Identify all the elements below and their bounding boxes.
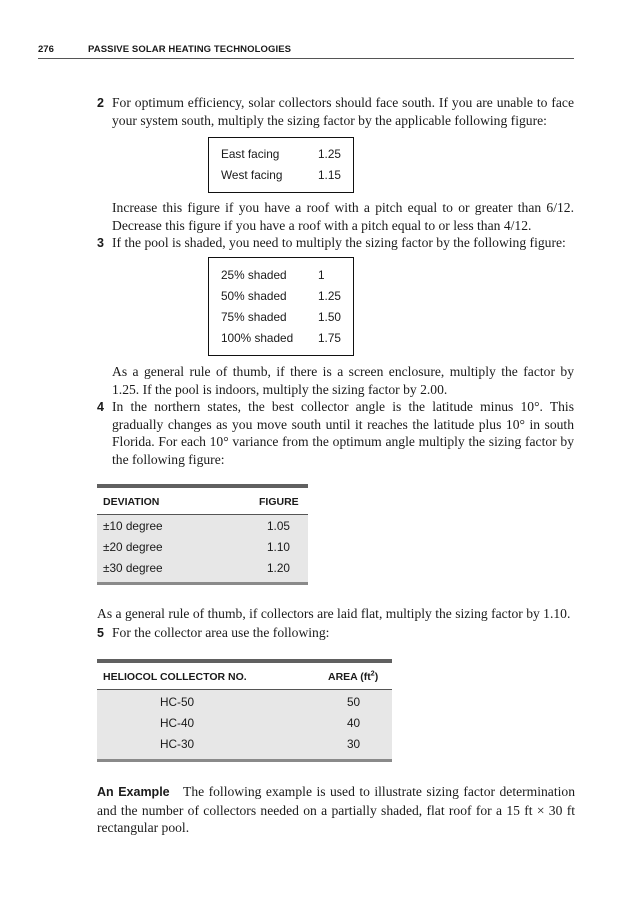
page-number: 276 xyxy=(38,44,54,55)
list-number-3: 3 xyxy=(97,236,104,250)
table-cell-value: 1.25 xyxy=(318,147,341,161)
table-header-cell-area: AREA $(ft^2)$ xyxy=(328,670,379,683)
running-title: PASSIVE SOLAR HEATING TECHNOLOGIES xyxy=(88,44,292,55)
table-cell: 50 xyxy=(347,695,361,709)
example-text: The following example is used to illustrate sizing factor determination and the number of collectors needed on a partially shaded, flat roof for a 15 ft × 30 ft rectangular pool. xyxy=(97,784,575,836)
table-cell: HC-40 xyxy=(160,716,195,730)
table-cell-value: 1.25 xyxy=(318,289,341,303)
table-bottom-rule xyxy=(97,759,392,762)
table-cell-label: 50% shaded xyxy=(221,289,287,303)
collector-table xyxy=(97,659,392,762)
table-header-cell: FIGURE xyxy=(259,496,299,508)
deviation-table xyxy=(97,484,308,585)
table-cell: 40 xyxy=(347,716,361,730)
table-header-cell: HELIOCOL COLLECTOR NO. xyxy=(103,671,247,683)
table-header-cell: DEVIATION xyxy=(103,496,160,508)
table-cell: ±30 degree xyxy=(103,561,163,575)
table-cell: HC-50 xyxy=(160,695,195,709)
table-cell: 30 xyxy=(347,737,361,751)
table-cell-value: 1.15 xyxy=(318,168,341,182)
table-cell-label: East facing xyxy=(221,147,280,161)
item3-after-text: As a general rule of thumb, if there is a screen enclosure, multiply the factor by 1.25. If the pool is indoors, multiply the sizing factor by 2.00. xyxy=(112,364,574,397)
table-header-row xyxy=(97,488,308,515)
table-cell: 1.10 xyxy=(267,540,290,554)
orientation-table xyxy=(208,137,354,193)
list-number-2: 2 xyxy=(97,96,104,110)
table-cell: ±10 degree xyxy=(103,519,163,533)
list-number-4: 4 xyxy=(97,400,104,414)
table-cell-label: 25% shaded xyxy=(221,268,287,282)
item2-text: For optimum efficiency, solar collectors should face south. If you are unable to face your system south, multiply the sizing factor by the applicable following figure: xyxy=(112,95,574,128)
table-cell-label: 75% shaded xyxy=(221,310,287,324)
table-cell: ±20 degree xyxy=(103,540,163,554)
table-cell-value: 1.75 xyxy=(318,331,341,345)
table-cell-value: 1 xyxy=(318,268,325,282)
item3-text: If the pool is shaded, you need to multiply the sizing factor by the following figure: xyxy=(112,235,566,250)
item2-after-text: Increase this figure if you have a roof with a pitch equal to or greater than 6/12. Decrease this figure if you have a roof with a pitch equal to or less than 4/12. xyxy=(112,200,574,233)
table-cell: 1.20 xyxy=(267,561,290,575)
list-number-5: 5 xyxy=(97,626,104,640)
header-rule xyxy=(38,58,574,59)
table-cell-label: West facing xyxy=(221,168,283,182)
item5-text: For the collector area use the following: xyxy=(112,625,330,640)
table-cell-label: 100% shaded xyxy=(221,331,294,345)
table-cell-value: 1.50 xyxy=(318,310,341,324)
table-cell: HC-30 xyxy=(160,737,195,751)
example-paragraph xyxy=(97,783,575,837)
table-cell: 1.05 xyxy=(267,519,290,533)
running-header xyxy=(0,44,621,60)
table-bottom-rule xyxy=(97,582,308,585)
shading-table xyxy=(208,257,354,356)
example-heading: An Example xyxy=(97,785,170,799)
table-header-row xyxy=(97,663,392,690)
item4-text: In the northern states, the best collector angle is the latitude minus 10°. This gradually changes as you move south until it reaches the latitude plus 10° in south Florida. For each 10° variance from the optimum angle multiply the sizing factor by the following figure: xyxy=(112,399,574,468)
item4-after-text: As a general rule of thumb, if collectors are laid flat, multiply the sizing factor by 1.10. xyxy=(97,606,571,621)
